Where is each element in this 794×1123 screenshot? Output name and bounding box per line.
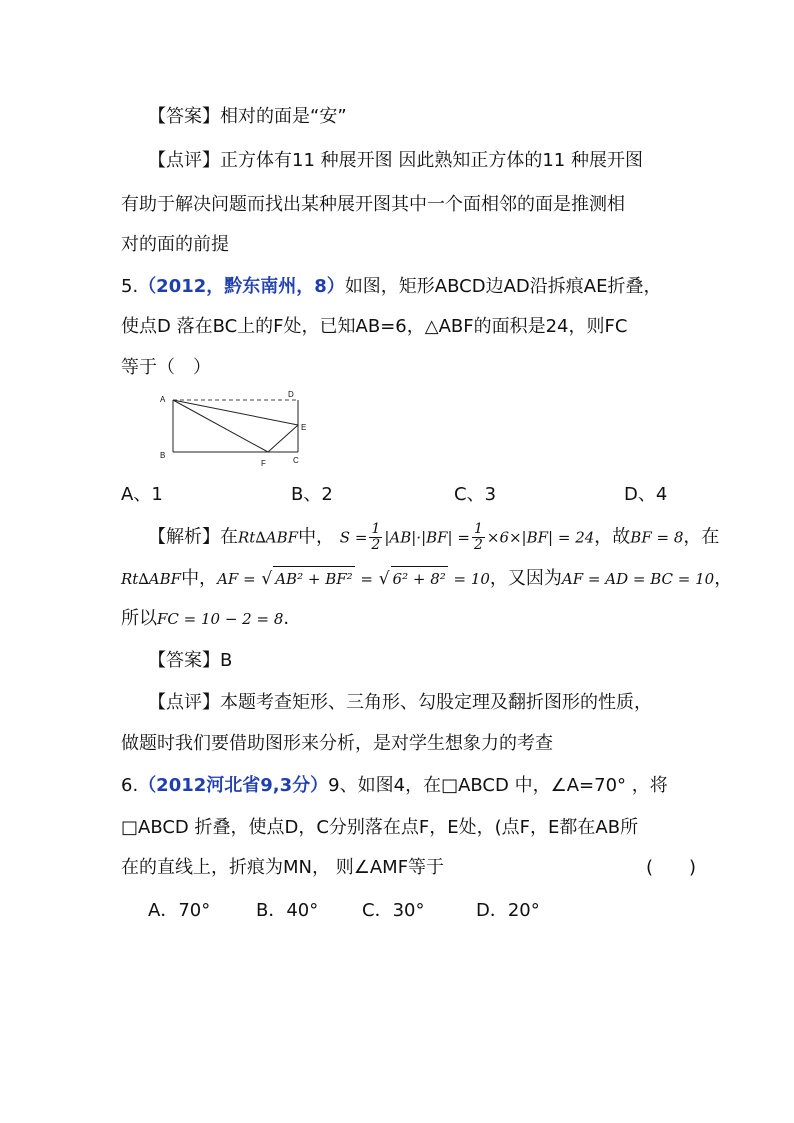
- comment-label: 【点评】: [148, 150, 220, 171]
- question-5-line-3: 等于（ ）: [121, 357, 211, 378]
- label-e: E: [301, 423, 307, 432]
- denominator: 2: [371, 537, 381, 553]
- label-a: A: [160, 395, 166, 404]
- option-d: D．20°: [476, 900, 540, 921]
- comment-text: 本题考查矩形、三角形、勾股定理及翻折图形的性质，: [220, 692, 652, 713]
- answer-blank: ( ): [646, 857, 697, 878]
- question-source: （2012，黔东南州，8）: [138, 276, 345, 297]
- comment-line-4: [148, 692, 652, 714]
- analysis-text: ，又因为: [489, 568, 562, 589]
- option-a: A．70°: [148, 900, 211, 921]
- numerator: 1: [371, 521, 381, 537]
- option-d: D、4: [624, 484, 668, 505]
- math-expression: AF = AD = BC = 10: [561, 570, 715, 588]
- analysis-text: 在: [220, 526, 238, 548]
- option-c: C、3: [454, 484, 497, 505]
- math-expression: FC = 10 − 2 = 8: [157, 610, 284, 628]
- analysis-text: 中，: [181, 568, 218, 589]
- analysis-text: 中，: [298, 526, 335, 548]
- answer-label: 【答案】: [148, 650, 220, 671]
- segment-af: [173, 400, 268, 452]
- question-source: （2012河北省9,3分）: [138, 775, 329, 796]
- math-expression: S =: [339, 528, 368, 547]
- analysis-text: ，: [714, 568, 733, 589]
- label-f: F: [261, 459, 266, 468]
- label-b: B: [160, 451, 166, 460]
- answer-label: 【答案】: [148, 106, 220, 127]
- math-expression: ×6×|BF| = 24: [486, 528, 595, 547]
- rectangle-fold-figure: [155, 388, 315, 470]
- math-expression: Rt∆ABF: [121, 570, 182, 588]
- math-expression: AF =: [217, 570, 256, 588]
- question-text: 如图，矩形ABCD边AD沿拆痕AE折叠，: [344, 276, 662, 297]
- answer-text: B: [220, 650, 233, 671]
- segment-fe: [268, 425, 298, 452]
- math-expression: BF = 8: [630, 528, 684, 547]
- comment-line-1: [148, 150, 643, 172]
- question-5-line-1: [121, 276, 661, 298]
- sqrt-sign: √: [378, 569, 390, 589]
- math-expression: |AB|·|BF| =: [384, 528, 470, 547]
- numerator: 1: [473, 521, 483, 537]
- analysis-text: ，在: [683, 526, 720, 548]
- label-c: C: [293, 456, 299, 465]
- question-5-line-2: 使点D 落在BC上的F处，已知AB=6，△ABF的面积是24，则FC: [121, 316, 628, 337]
- question-number: 5.: [121, 276, 139, 297]
- comment-line-3: 对的面的前提: [121, 234, 229, 255]
- math-expression: = 10: [453, 570, 490, 588]
- analysis-text: ，故: [594, 526, 631, 548]
- comment-line-5: 做题时我们要借助图形来分析，是对学生想象力的考查: [121, 733, 553, 754]
- analysis-line-2: [121, 566, 732, 591]
- option-b: B、2: [291, 484, 333, 505]
- question-number: 6.: [121, 775, 139, 796]
- analysis-label: 【解析】: [148, 526, 220, 548]
- analysis-text: 所以: [121, 608, 157, 629]
- sqrt-sign: √: [261, 569, 273, 589]
- option-c: C．30°: [362, 900, 425, 921]
- math-expression: AB² + BF²: [273, 566, 354, 591]
- analysis-line-1: [148, 522, 719, 553]
- crease-ae: [173, 400, 298, 425]
- question-text: 9、如图4，在□ABCD 中，∠A=70° ，将: [328, 775, 668, 796]
- fraction: [369, 522, 382, 553]
- question-6-line-1: [121, 775, 668, 797]
- answer-line-1: [148, 106, 347, 128]
- math-expression: =: [360, 570, 373, 588]
- answer-line-2: [148, 650, 232, 672]
- comment-text: 正方体有11 种展开图 因此熟知正方体的11 种展开图: [220, 150, 643, 171]
- math-expression: Rt∆ABF: [238, 528, 299, 547]
- analysis-text: .: [283, 608, 290, 629]
- answer-text: 相对的面是“安”: [220, 106, 347, 127]
- comment-line-2: 有助于解决问题而找出某种展开图其中一个面相邻的面是推测相: [121, 194, 625, 215]
- option-b: B．40°: [256, 900, 319, 921]
- analysis-line-3: [121, 608, 289, 630]
- option-a: A、1: [121, 484, 163, 505]
- question-6-line-2: □ABCD 折叠，使点D，C分别落在点F，E处，(点F，E都在AB所: [121, 817, 639, 838]
- question-6-line-3: 在的直线上，折痕为MN， 则∠AMF等于: [121, 857, 445, 878]
- math-expression: 6² + 8²: [391, 566, 448, 591]
- comment-label: 【点评】: [148, 692, 220, 713]
- fraction: [472, 522, 485, 553]
- label-d: D: [288, 390, 294, 399]
- denominator: 2: [473, 537, 483, 553]
